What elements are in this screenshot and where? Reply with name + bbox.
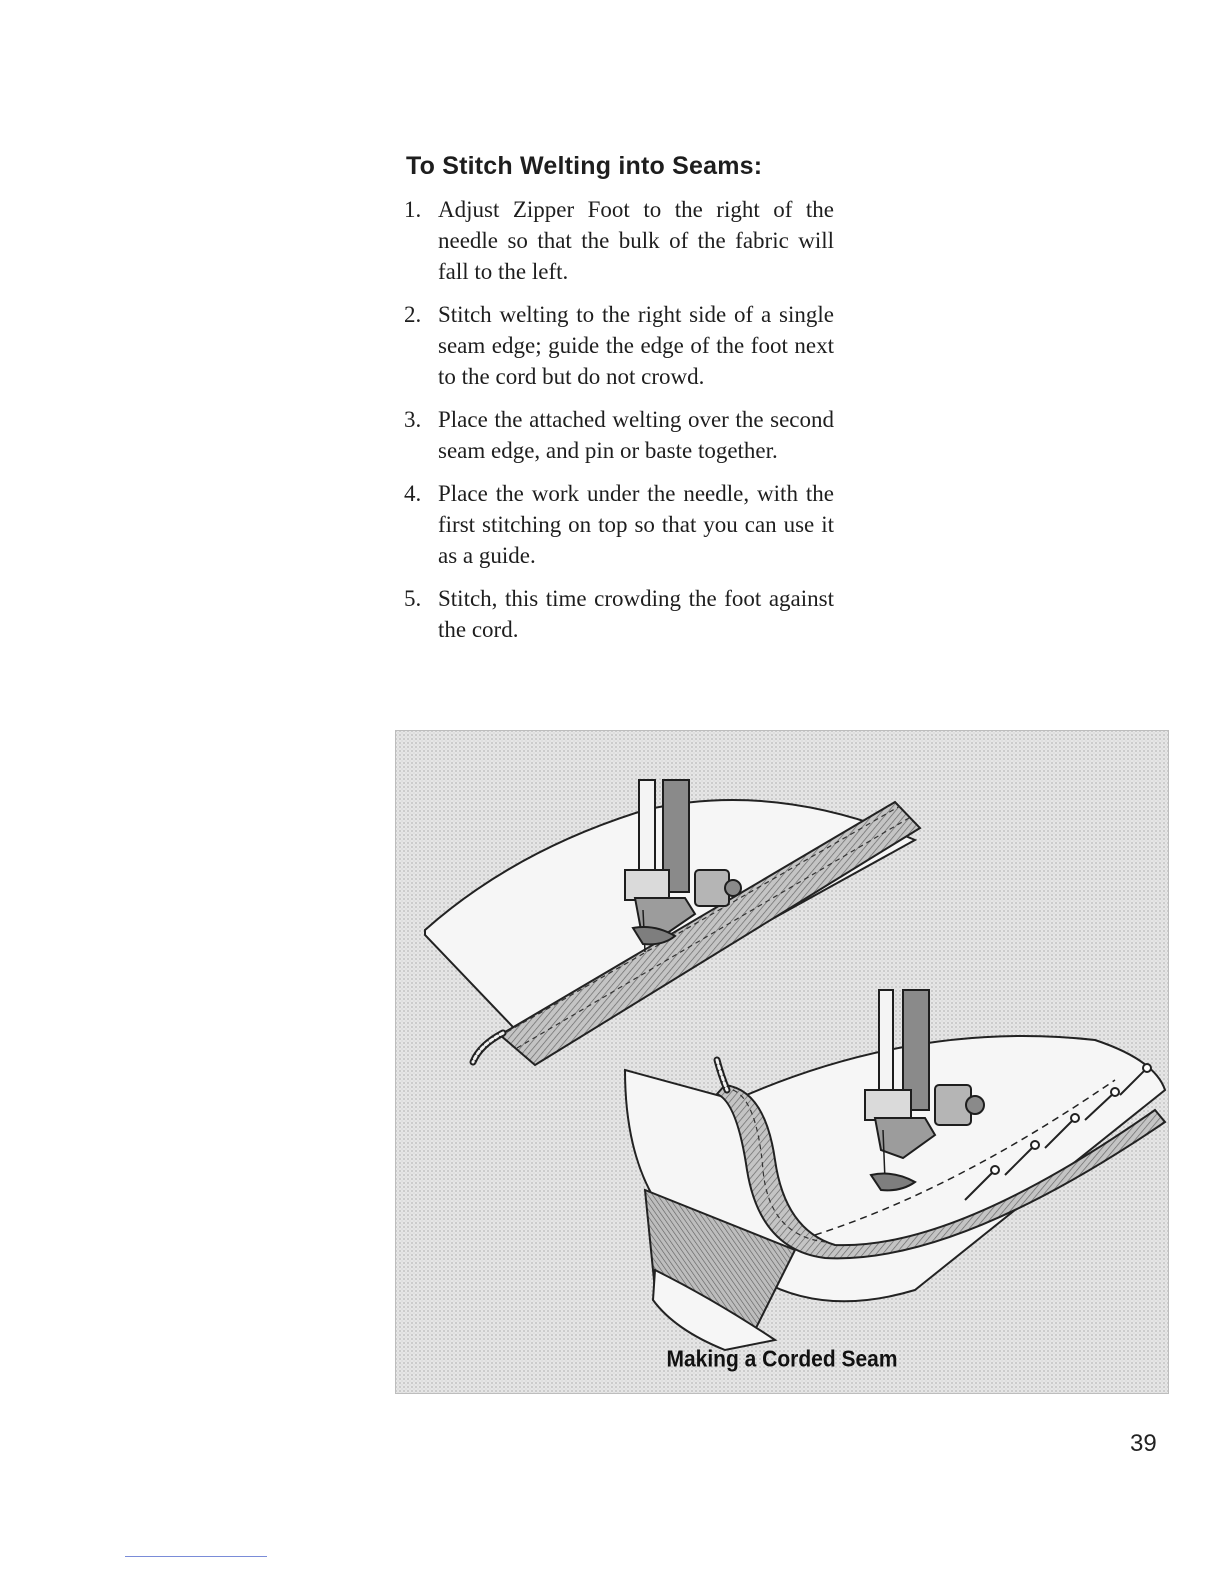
- step-text: Stitch welting to the right side of a single seam edge; guide the edge of the foot next to the cord but do not crowd.: [438, 302, 834, 389]
- instruction-list: [404, 194, 834, 657]
- corded-seam-illustration: [395, 730, 1169, 1394]
- figure-caption: Making a Corded Seam: [666, 1346, 898, 1373]
- step-number: 5.: [404, 586, 422, 611]
- section-heading: To Stitch Welting into Seams:: [406, 152, 763, 180]
- step-text: Place the work under the needle, with the first stitching on top so that you can use it as a guide.: [438, 481, 834, 568]
- step-number: 2.: [404, 302, 422, 327]
- step-number: 3.: [404, 407, 422, 432]
- step-text: Adjust Zipper Foot to the right of the needle so that the bulk of the fabric will fall to the left.: [438, 197, 834, 284]
- instruction-step-4: [404, 478, 834, 571]
- page-number: 39: [1130, 1430, 1157, 1457]
- step-number: 1.: [404, 197, 422, 222]
- sewing-illustration: [395, 730, 1169, 1394]
- instruction-step-2: [404, 299, 834, 392]
- step-text: Stitch, this time crowding the foot against the cord.: [438, 586, 834, 642]
- instruction-step-5: [404, 583, 834, 645]
- footer-divider: [125, 1556, 267, 1557]
- instruction-step-3: [404, 404, 834, 466]
- step-text: Place the attached welting over the second seam edge, and pin or baste together.: [438, 407, 834, 463]
- step-number: 4.: [404, 481, 422, 506]
- instruction-step-1: [404, 194, 834, 287]
